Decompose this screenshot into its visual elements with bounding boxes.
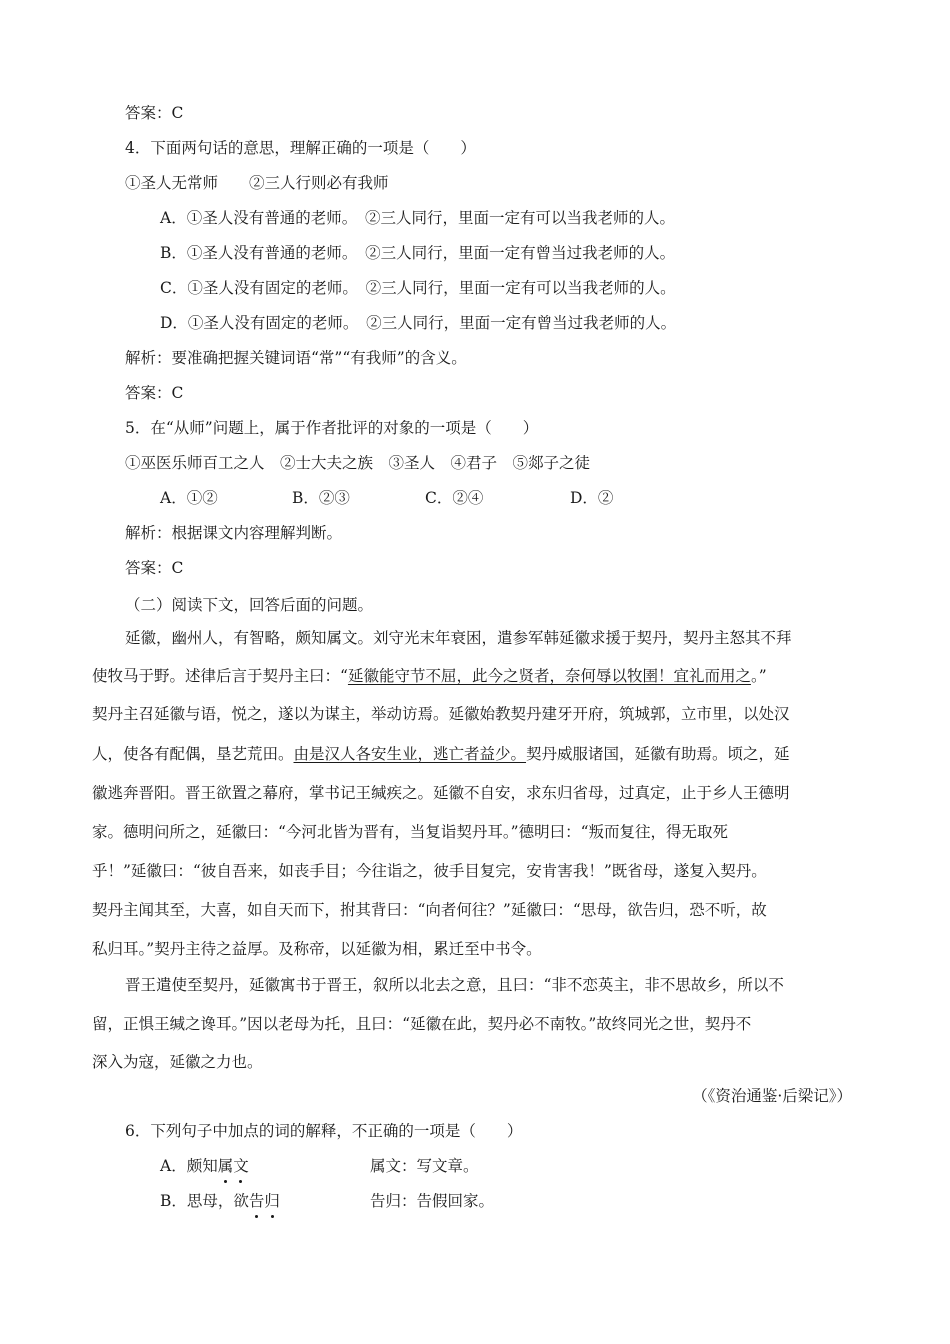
passage-line: 乎！”延徽曰：“彼自吾来，如丧手目；今往诣之，彼手目复完，安肯害我！”既省母，遂复入契丹。	[92, 862, 767, 880]
question-6-option-a	[160, 1156, 249, 1176]
passage-text: 使牧马于野。述律后言于契丹主曰：“	[92, 667, 348, 685]
passage-line	[92, 666, 767, 686]
section-2-heading: （二）阅读下文，回答后面的问题。	[125, 596, 374, 614]
dotted-char: 归	[264, 1192, 280, 1210]
question-4-items: ①圣人无常师 ②三人行则必有我师	[125, 174, 389, 192]
passage-line: 徽逃奔晋阳。晋王欲置之幕府，掌书记王缄疾之。延徽不自安，求东归省母，过真定，止于乡人王德明	[92, 784, 790, 802]
question-5-stem: 5．在“从师”问题上，属于作者批评的对象的一项是（ ）	[125, 419, 539, 437]
passage-text: 。”	[750, 667, 767, 685]
question-4-analysis: 解析：要准确把握关键词语“常”“有我师”的含义。	[125, 349, 467, 367]
question-5-option-c: C．②④	[425, 489, 484, 507]
passage-text: 人，使各有配偶，垦艺荒田。	[92, 745, 294, 763]
passage-line: 晋王遣使至契丹，延徽寓书于晋王，叙所以北去之意，且曰：“非不恋英主，非不思故乡，所以不	[125, 976, 784, 994]
question-4-answer: 答案：C	[125, 384, 184, 402]
question-4-stem: 4．下面两句话的意思，理解正确的一项是（ ）	[125, 139, 476, 157]
dotted-char: 属	[217, 1157, 234, 1175]
question-6-option-b-explanation: 告归：告假回家。	[370, 1192, 495, 1210]
passage-line: 留，正惧王缄之谗耳。”因以老母为托，且曰：“延徽在此，契丹必不南牧。”故终同光之世，契丹不	[92, 1015, 752, 1033]
passage-line: 私归耳。”契丹主待之益厚。及称帝，以延徽为相，累迁至中书令。	[92, 940, 542, 958]
passage-source: （《资治通鉴·后梁记》）	[692, 1087, 852, 1105]
passage-line: 契丹主闻其至，大喜，如自天而下，拊其背曰：“向者何往？”延徽曰：“思母，欲告归，恐不听，故	[92, 901, 767, 919]
option-text: B．思母，欲	[160, 1192, 249, 1210]
dotted-char: 告	[248, 1192, 265, 1210]
question-5-option-b: B．②③	[292, 489, 350, 507]
question-4-option-c: C．①圣人没有固定的老师。 ②三人同行，里面一定有可以当我老师的人。	[160, 279, 676, 297]
passage-line: 延徽，幽州人，有智略，颇知属文。刘守光末年衰困，遣参军韩延徽求援于契丹，契丹主怒其不拜	[125, 629, 792, 647]
passage-line: 深入为寇，延徽之力也。	[92, 1053, 263, 1071]
passage-line	[92, 744, 790, 764]
dotted-char: 文	[233, 1157, 249, 1175]
question-5-items: ①巫医乐师百工之人 ②士大夫之族 ③圣人 ④君子 ⑤郯子之徒	[125, 454, 591, 472]
passage-text: 契丹威服诸国，延徽有助焉。顷之，延	[526, 745, 790, 763]
question-4-option-b: B．①圣人没有普通的老师。 ②三人同行，里面一定有曾当过我老师的人。	[160, 244, 676, 262]
question-5-option-a: A．①②	[160, 489, 218, 507]
underlined-sentence-1: 延徽能守节不屈，此今之贤者，奈何辱以牧圉！宜礼而用之	[347, 667, 751, 685]
answer-q3: 答案：C	[125, 104, 184, 122]
passage-line: 契丹主召延徽与语，悦之，遂以为谋主，举动访焉。延徽始教契丹建牙开府，筑城郭，立市里，以处汉	[92, 705, 790, 723]
question-4-option-d: D．①圣人没有固定的老师。 ②三人同行，里面一定有曾当过我老师的人。	[160, 314, 677, 332]
question-6-option-b	[160, 1191, 280, 1211]
question-5-answer: 答案：C	[125, 559, 184, 577]
option-text: A．颇知	[160, 1157, 218, 1175]
passage-line: 家。德明问所之，延徽曰：“今河北皆为晋有，当复诣契丹耳。”德明曰：“叛而复往，得无取死	[92, 823, 729, 841]
question-6-option-a-explanation: 属文：写文章。	[370, 1157, 479, 1175]
question-5-option-d: D．②	[570, 489, 614, 507]
question-5-analysis: 解析：根据课文内容理解判断。	[125, 524, 343, 542]
question-4-option-a: A．①圣人没有普通的老师。 ②三人同行，里面一定有可以当我老师的人。	[160, 209, 675, 227]
underlined-sentence-2: 由是汉人各安生业，逃亡者益少。	[293, 745, 527, 763]
question-6-stem: 6．下列句子中加点的词的解释，不正确的一项是（ ）	[125, 1122, 523, 1140]
